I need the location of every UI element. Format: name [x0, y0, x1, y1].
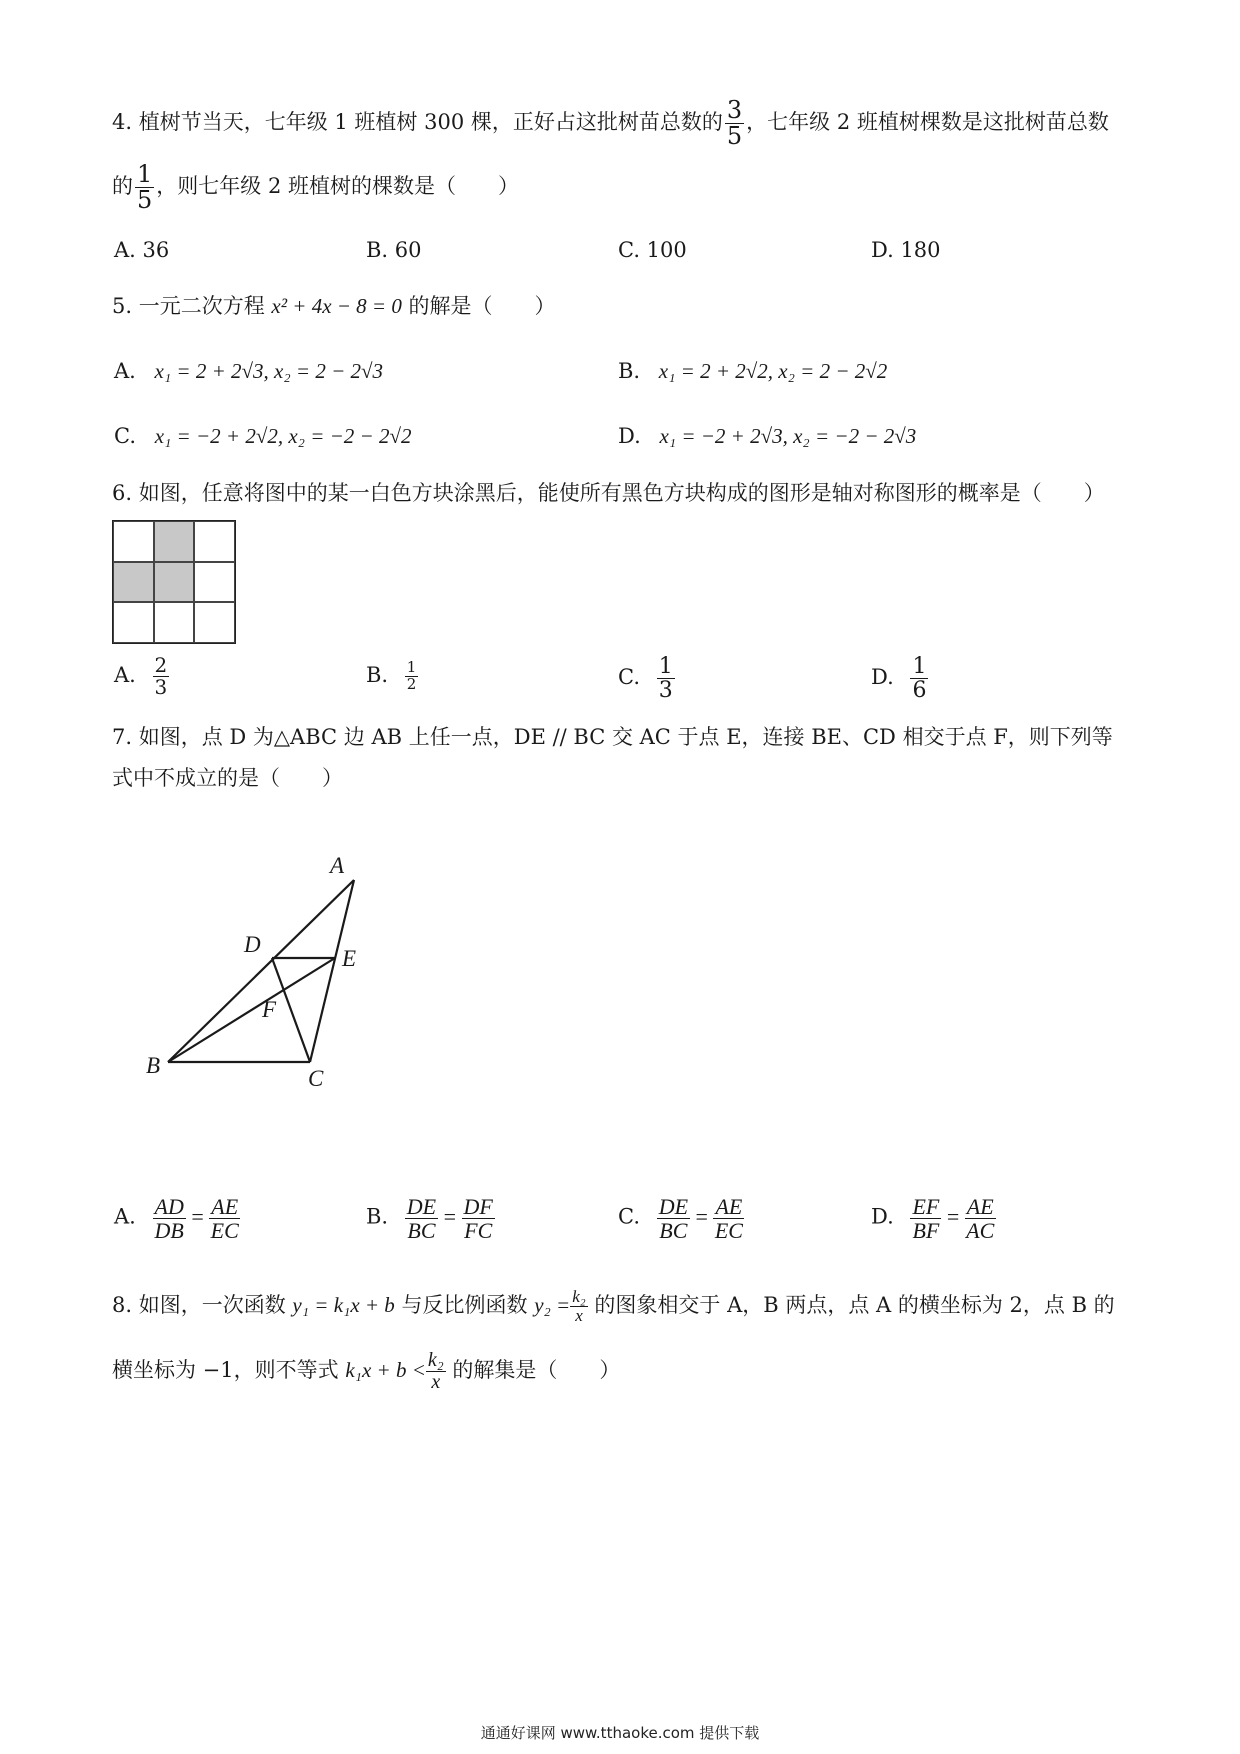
q7-option-c-label: C. [618, 1204, 640, 1229]
q7-triangle-figure [130, 840, 390, 1100]
q5-option-c-text: x₁ = −2 + 2√2, x₂ = −2 − 2√2 [154, 424, 412, 448]
q6-option-a[interactable] [114, 655, 169, 698]
q7-option-d-expr [910, 1194, 995, 1244]
q8-inequality-left: k₁x + b < [345, 1358, 426, 1382]
q7-option-a[interactable] [114, 1195, 240, 1242]
q8-line2 [112, 1350, 620, 1393]
q7-option-b-label: B. [366, 1204, 389, 1229]
ratio-left: $\frac{DE}{BC}$ [658, 1194, 689, 1244]
point-label-a: A [330, 853, 345, 878]
q7-option-d[interactable] [871, 1195, 996, 1242]
equals-sign: = [443, 1203, 457, 1229]
q5-equation: x² + 4x − 8 = 0 [271, 294, 402, 318]
q5-option-a-label: A. [114, 359, 136, 383]
equals-sign: = [191, 1203, 204, 1229]
q4-fraction-1-5: $\frac{1}{5}$ [137, 160, 153, 215]
grid-cell-shaded [154, 521, 195, 562]
point-label-f: F [262, 997, 277, 1022]
q6-option-c-fraction: $\frac{1}{3}$ [658, 654, 673, 704]
q8-line1-mid: 与反比例函数 [401, 1292, 528, 1317]
q6-stem: 6. 如图，任意将图中的某一白色方块涂黑后，能使所有黑色方块构成的图形是轴对称图形的概率是（ ） [112, 481, 1105, 505]
ratio-left: $\frac{AD}{DB}$ [154, 1194, 184, 1244]
grid-cell-shaded [113, 562, 154, 603]
grid-cell-shaded [154, 562, 195, 603]
q8-line1 [112, 1288, 1115, 1325]
q8-reciprocal-fraction: $\frac{\text{k₂}}{x}$ [572, 1287, 586, 1325]
segment-be [168, 958, 335, 1062]
grid-cell [194, 602, 235, 643]
q8-line1-post: 的图象相交于 A，B 两点，点 A 的横坐标为 2，点 B 的 [594, 1292, 1115, 1317]
equals-sign: = [946, 1203, 960, 1229]
ratio-left: $\frac{DE}{BC}$ [406, 1194, 437, 1244]
q6-option-d-fraction: $\frac{1}{6}$ [912, 654, 927, 704]
q7-line2: 式中不成立的是（ ） [112, 766, 343, 790]
ratio-right: $\frac{DF}{FC}$ [463, 1194, 493, 1244]
point-label-b: B [146, 1053, 161, 1078]
q5-option-b-text: x₁ = 2 + 2√2, x₂ = 2 − 2√2 [658, 359, 888, 383]
q4-option-a[interactable]: A. 36 [114, 238, 170, 262]
q4-line1-pre: 4. 植树节当天，七年级 1 班植树 300 棵，正好占这批树苗总数的 [112, 110, 723, 135]
point-label-c: C [308, 1066, 324, 1091]
q5-option-c-label: C. [114, 424, 136, 448]
point-label-e: E [342, 946, 357, 971]
q7-line1: 7. 如图，点 D 为△ABC 边 AB 上任一点，DE // BC 交 AC 于点 E，连接 BE、CD 相交于点 F，则下列等 [112, 725, 1113, 749]
segment-cd [272, 958, 310, 1062]
q8-inequality-fraction: $\frac{\text{k₂}}{x}$ [427, 1349, 444, 1393]
q8-line2-pre: 横坐标为 −1，则不等式 [112, 1358, 339, 1382]
q7-option-a-label: A. [114, 1204, 136, 1229]
q4-fraction-3-5: $\frac{3}{5}$ [726, 96, 743, 151]
ratio-right: $\frac{AE}{EC}$ [210, 1194, 239, 1244]
q6-option-a-fraction: $\frac{2}{3}$ [154, 653, 168, 699]
ratio-right: $\frac{AE}{EC}$ [714, 1194, 743, 1244]
q5-option-d-text: x₁ = −2 + 2√3, x₂ = −2 − 2√3 [659, 424, 917, 448]
grid-cell [113, 521, 154, 562]
q4-line2-pre: 的 [112, 174, 133, 199]
q5-option-d[interactable] [618, 422, 916, 450]
point-label-d: D [244, 932, 261, 957]
grid-cell [194, 521, 235, 562]
ratio-right: $\frac{AE}{AC}$ [966, 1194, 995, 1244]
segment-ab [168, 880, 357, 1062]
q4-line1 [112, 98, 1109, 149]
q8-line1-pre: 8. 如图，一次函数 [112, 1292, 286, 1317]
q6-option-d[interactable] [871, 655, 928, 702]
q6-option-c-label: C. [618, 665, 640, 690]
q6-option-b[interactable] [366, 660, 418, 693]
q4-option-c[interactable]: C. 100 [618, 238, 687, 262]
q4-option-b[interactable]: B. 60 [366, 238, 422, 262]
q5-stem-post: 的解是（ ） [408, 294, 556, 318]
q5-stem [112, 292, 556, 320]
q5-option-b[interactable] [618, 357, 887, 385]
q4-option-d[interactable]: D. 180 [871, 238, 941, 262]
q4-line2 [112, 162, 519, 213]
q5-option-a[interactable] [114, 357, 383, 385]
grid-cell [194, 562, 235, 603]
grid-cell [154, 602, 195, 643]
q5-option-d-label: D. [618, 424, 641, 448]
grid-cell [113, 602, 154, 643]
q7-option-c[interactable] [618, 1195, 744, 1242]
equals-sign: = [695, 1203, 708, 1229]
q5-option-c[interactable] [114, 422, 412, 450]
q6-option-b-fraction: $\frac{1}{2}$ [406, 658, 417, 693]
q6-grid-figure [112, 520, 236, 644]
q7-option-b-expr [405, 1194, 495, 1244]
q8-reciprocal-left: y₂ = [534, 1292, 571, 1317]
q6-option-a-label: A. [114, 663, 136, 687]
segment-ac [310, 880, 357, 1062]
q6-option-d-label: D. [871, 665, 894, 690]
ratio-left: $\frac{EF}{BF}$ [912, 1194, 940, 1244]
q7-option-a-expr [153, 1194, 241, 1244]
q6-option-c[interactable] [618, 655, 675, 702]
q5-option-a-text: x₁ = 2 + 2√3, x₂ = 2 − 2√3 [154, 359, 384, 383]
q4-line1-post: ，七年级 2 班植树棵数是这批树苗总数 [746, 110, 1109, 135]
page-footer: 通通好课网 www.tthaoke.com 提供下载 [480, 1724, 760, 1742]
q7-option-d-label: D. [871, 1204, 894, 1229]
q7-option-c-expr [657, 1194, 745, 1244]
q5-option-b-label: B. [618, 359, 641, 383]
q7-option-b[interactable] [366, 1195, 495, 1242]
q4-line2-post: ，则七年级 2 班植树的棵数是（ ） [156, 174, 519, 199]
q6-option-b-label: B. [366, 662, 389, 687]
q8-linear-function: y₁ = k₁x + b [292, 1292, 395, 1317]
q8-line2-post: 的解集是（ ） [452, 1358, 621, 1382]
q5-stem-pre: 5. 一元二次方程 [112, 294, 265, 318]
